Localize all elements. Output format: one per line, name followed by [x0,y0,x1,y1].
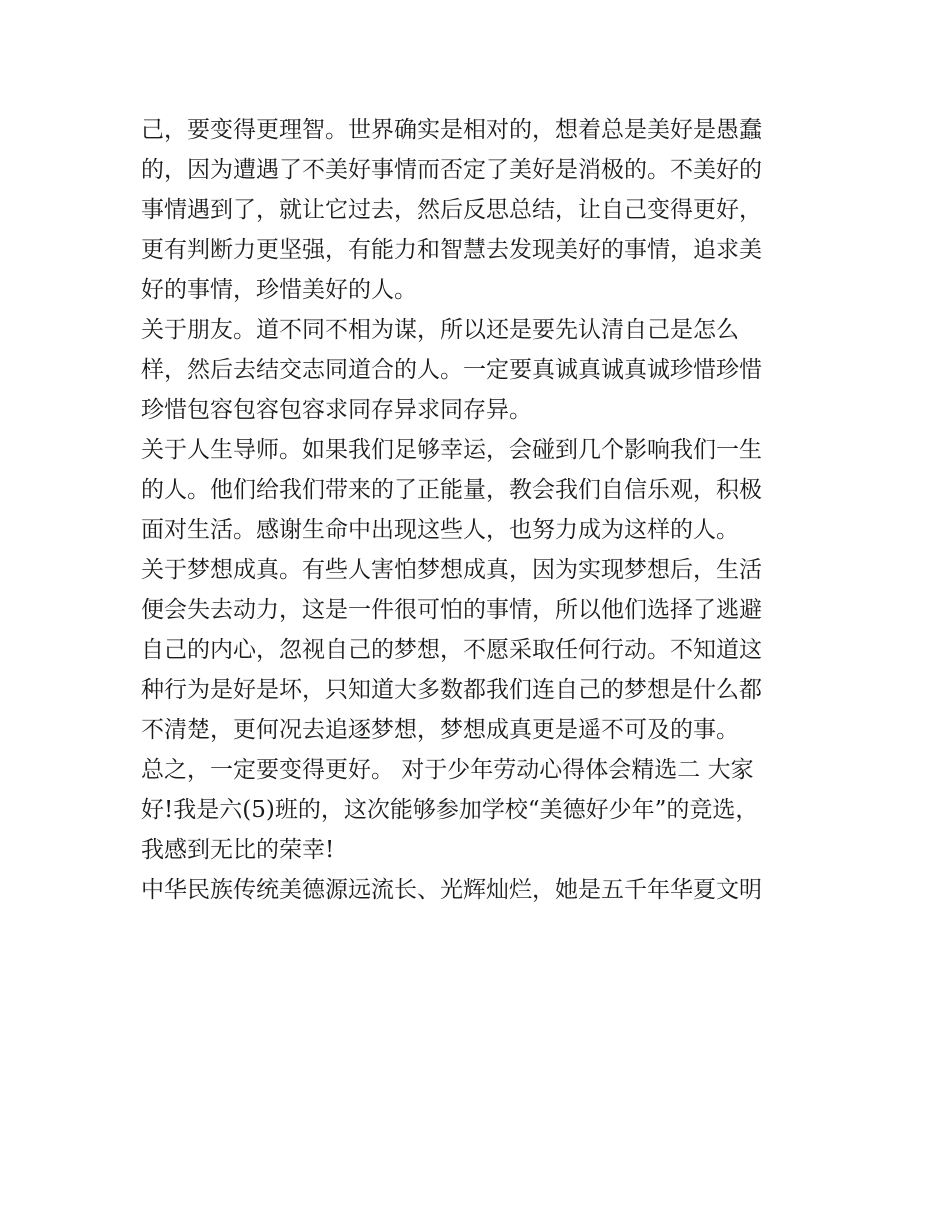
text-line: 的人。他们给我们带来的了正能量，教会我们自信乐观，积极 [141,477,762,503]
text-line: 中华民族传统美德源远流长、光辉灿烂，她是五千年华夏文明 [141,877,762,903]
text-line: 好的事情，珍惜美好的人。 [141,277,417,303]
text-line: 面对生活。感谢生命中出现这些人，也努力成为这样的人。 [141,517,739,543]
text-line: 珍惜包容包容包容求同存异求同存异。 [141,397,532,423]
text-line: 更有判断力更坚强，有能力和智慧去发现美好的事情，追求美 [141,237,762,263]
text-line: 样，然后去结交志同道合的人。一定要真诚真诚真诚珍惜珍惜 [141,357,762,383]
text-line: 关于人生导师。如果我们足够幸运，会碰到几个影响我们一生 [141,437,762,463]
text-line: 种行为是好是坏，只知道大多数都我们连自己的梦想是什么都 [141,677,762,703]
paragraph [141,870,811,910]
text-line: 不清楚，更何况去追逐梦想，梦想成真更是遥不可及的事。 [141,717,739,743]
paragraph [141,750,811,870]
text-line: 的，因为遭遇了不美好事情而否定了美好是消极的。不美好的 [141,157,762,183]
text-line: 总之，一定要变得更好。 对于少年劳动心得体会精选二 大家 [141,757,754,783]
paragraph [141,110,811,310]
paragraph [141,430,811,550]
text-line: 好!我是六(5)班的，这次能够参加学校“美德好少年”的竞选， [141,797,759,823]
text-line: 关于梦想成真。有些人害怕梦想成真，因为实现梦想后，生活 [141,557,762,583]
text-line: 便会失去动力，这是一件很可怕的事情，所以他们选择了逃避 [141,597,762,623]
document-body [141,110,811,910]
paragraph [141,310,811,430]
text-line: 关于朋友。道不同不相为谋，所以还是要先认清自己是怎么 [141,317,739,343]
text-line: 我感到无比的荣幸! [141,837,335,863]
text-line: 事情遇到了，就让它过去，然后反思总结，让自己变得更好， [141,197,762,223]
text-line: 自己的内心，忽视自己的梦想，不愿采取任何行动。不知道这 [141,637,762,663]
text-line: 己，要变得更理智。世界确实是相对的，想着总是美好是愚蠢 [141,117,762,143]
paragraph [141,550,811,750]
